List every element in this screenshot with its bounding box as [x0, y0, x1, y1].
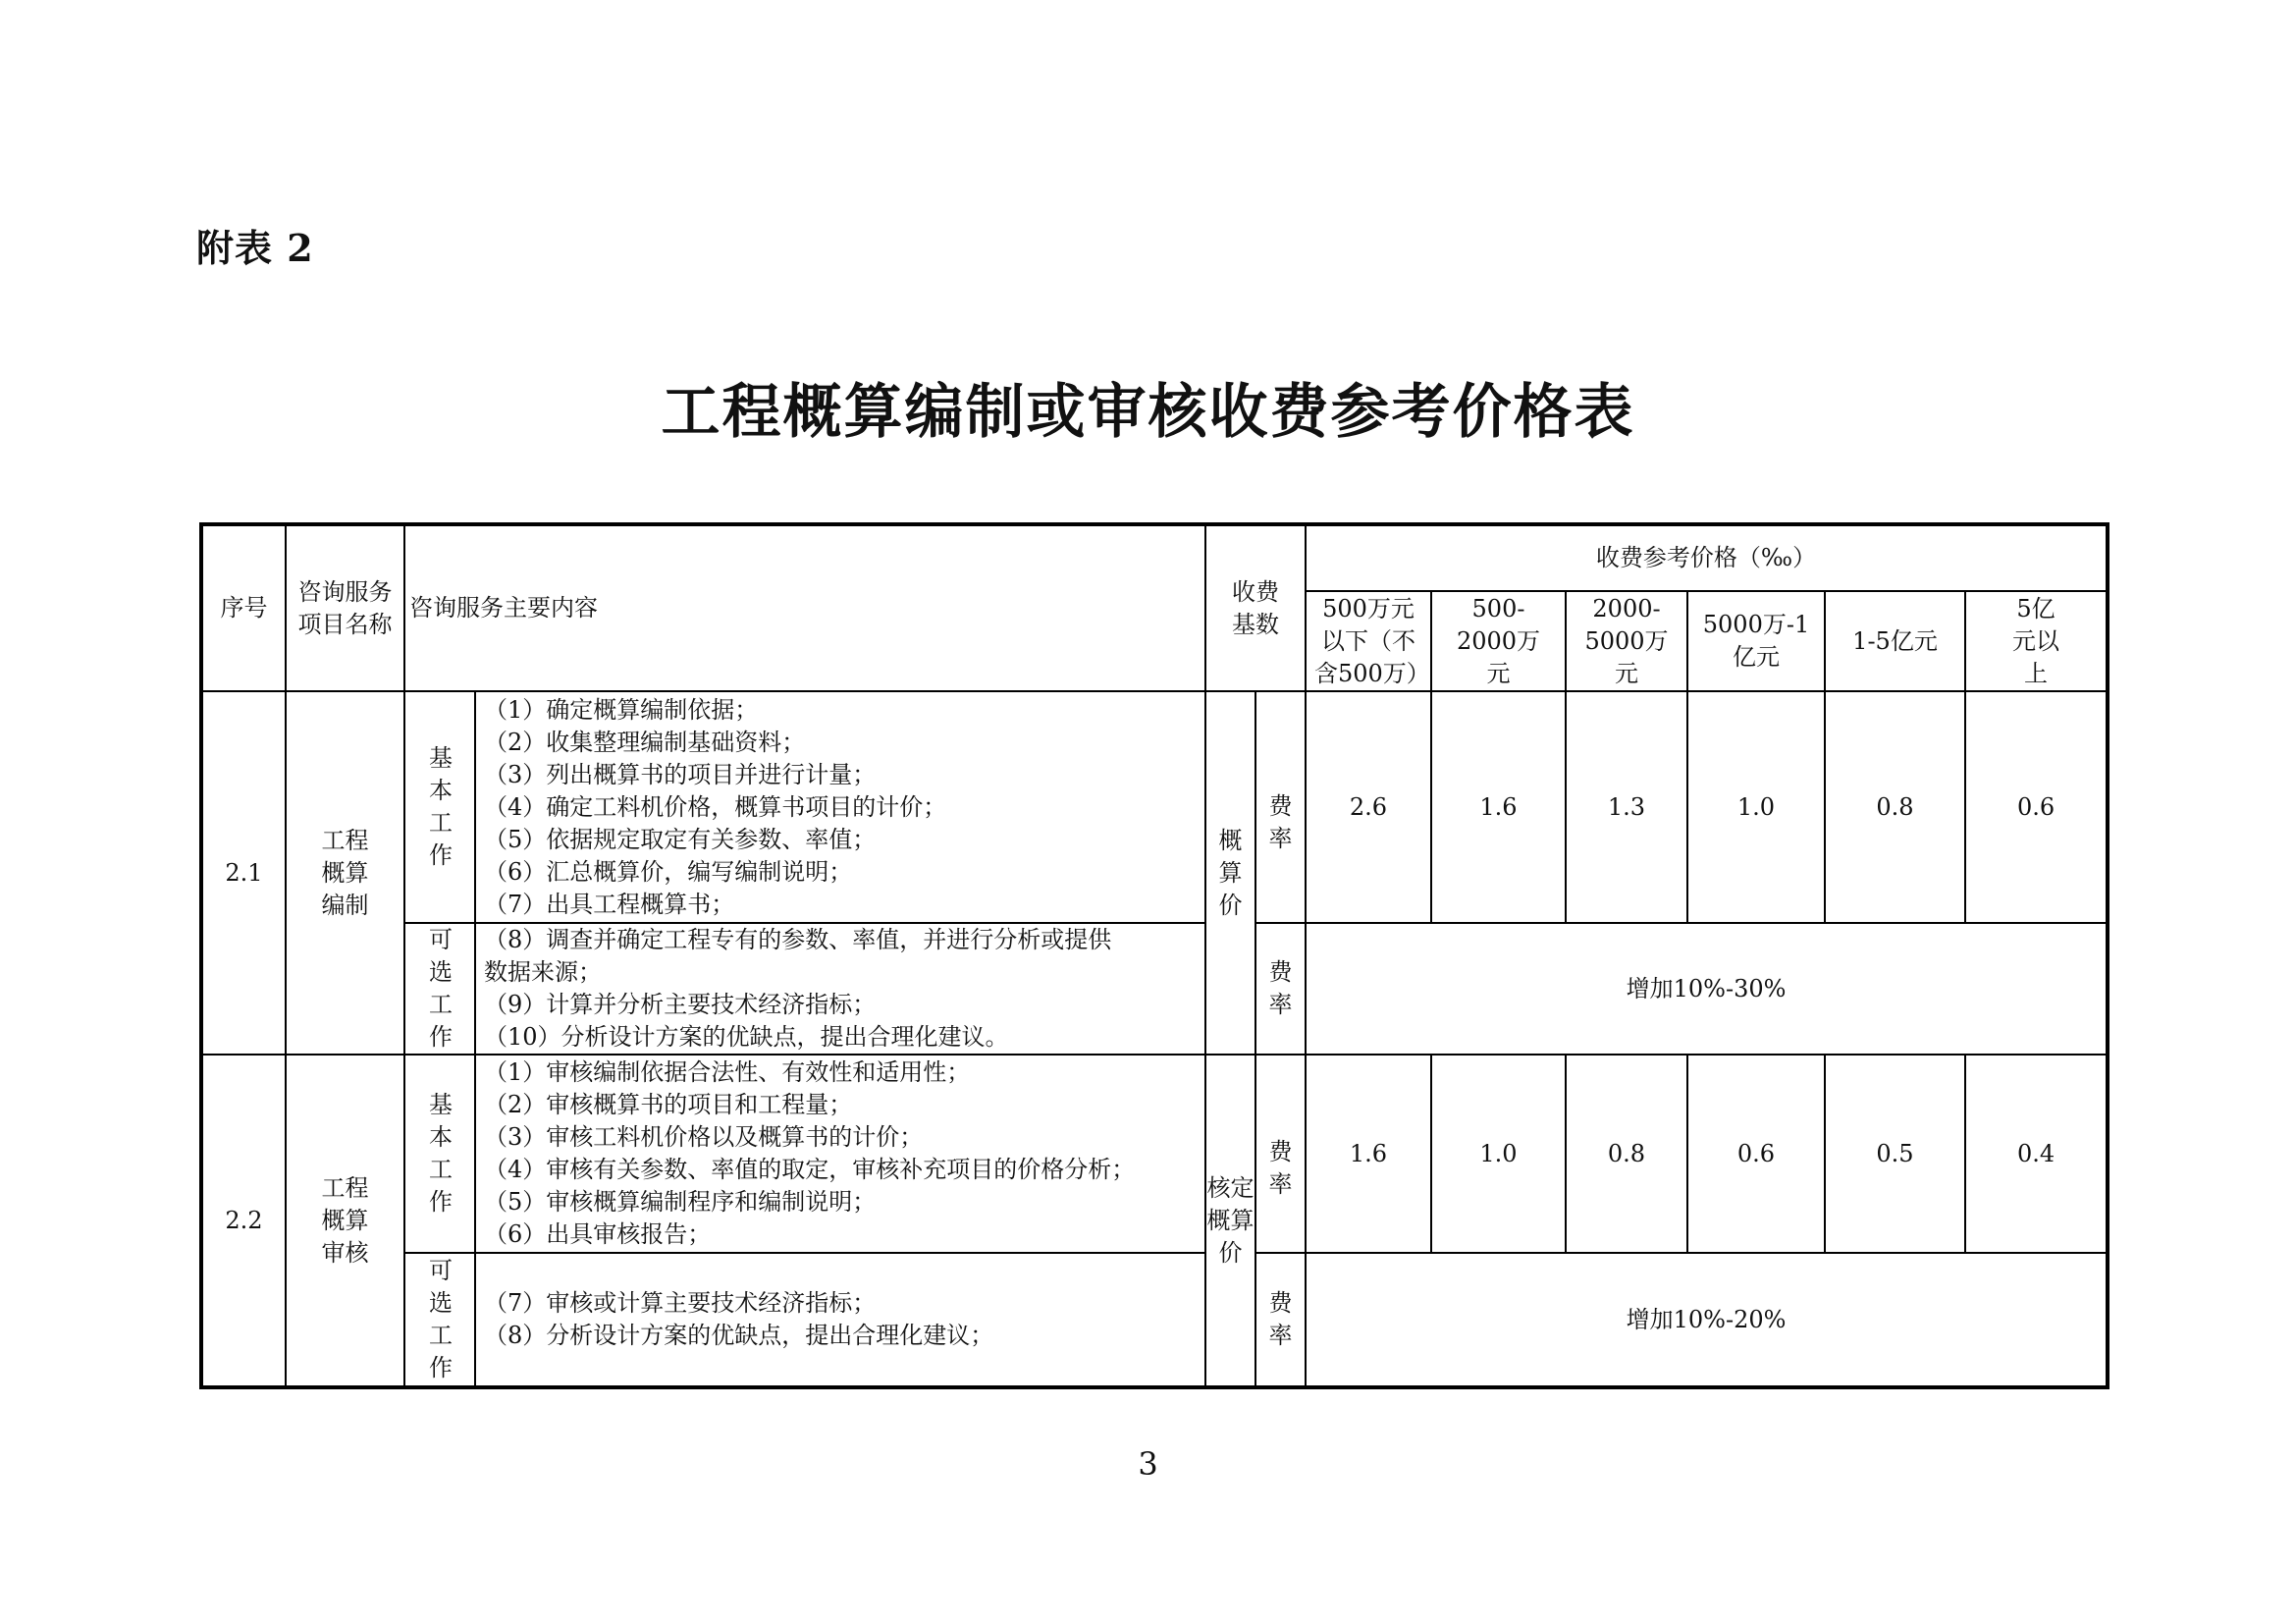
list-item: （4）确定工料机价格，概算书项目的计价；	[484, 792, 947, 821]
row-service-name: 工程概算审核	[286, 1055, 404, 1387]
row-service-name: 工程概算编制	[286, 691, 404, 1055]
list-item: （6）出具审核报告；	[484, 1220, 712, 1248]
header-tier-4: 5000万-1亿元	[1687, 591, 1825, 691]
list-item: （2）审核概算书的项目和工程量；	[484, 1091, 853, 1118]
row-seq: 2.2	[201, 1055, 286, 1387]
rate-label: 费率	[1255, 691, 1306, 923]
optional-work-label: 可选工作	[404, 923, 475, 1055]
table-row	[201, 691, 2108, 923]
list-item: （3）审核工料机价格以及概算书的计价；	[484, 1123, 924, 1151]
list-item: （7）出具工程概算书；	[484, 890, 735, 918]
page-title: 工程概算编制或审核收费参考价格表	[661, 378, 1635, 447]
header-service-name: 咨询服务项目名称	[286, 524, 404, 691]
rate-value: 1.6	[1431, 691, 1566, 923]
table-row	[201, 923, 2108, 1055]
list-item: （5）审核概算编制程序和编制说明；	[484, 1188, 877, 1216]
table-row	[201, 1253, 2108, 1387]
rate-value: 0.8	[1825, 691, 1965, 923]
list-item: （7）审核或计算主要技术经济指标；	[484, 1289, 877, 1317]
header-row-1	[201, 524, 2108, 591]
page-number: 3	[1138, 1445, 1158, 1483]
header-service-content: 咨询服务主要内容	[404, 524, 1205, 691]
basic-work-label: 基本工作	[404, 691, 475, 923]
rate-value: 0.6	[1965, 691, 2108, 923]
list-item: （2）收集整理编制基础资料；	[484, 728, 806, 756]
optional-work-content	[475, 1253, 1205, 1387]
rate-range: 增加10%-30%	[1306, 923, 2108, 1055]
rate-value: 0.5	[1825, 1055, 1965, 1253]
basic-work-content	[475, 691, 1205, 923]
basic-work-label: 基本工作	[404, 1055, 475, 1253]
rate-value: 2.6	[1306, 691, 1431, 923]
rate-range: 增加10%-20%	[1306, 1253, 2108, 1387]
rate-value: 1.0	[1431, 1055, 1566, 1253]
header-tier-2: 500-2000万元	[1431, 591, 1566, 691]
fee-base-value: 概算价	[1205, 691, 1255, 1055]
list-item: （1）确定概算编制依据；	[484, 695, 759, 724]
basic-work-content	[475, 1055, 1205, 1253]
rate-value: 0.6	[1687, 1055, 1825, 1253]
rate-value: 1.0	[1687, 691, 1825, 923]
optional-work-content	[475, 923, 1205, 1055]
rate-value: 0.8	[1566, 1055, 1687, 1253]
list-item: （3）列出概算书的项目并进行计量；	[484, 760, 877, 788]
optional-work-label: 可选工作	[404, 1253, 475, 1387]
list-item: （5）依据规定取定有关参数、率值；	[484, 825, 877, 853]
rate-label: 费率	[1255, 923, 1306, 1055]
list-item: （4）审核有关参数、率值的取定，审核补充项目的价格分析；	[484, 1156, 1136, 1183]
rate-label: 费率	[1255, 1055, 1306, 1253]
header-tier-5: 1-5亿元	[1825, 591, 1965, 691]
rate-label: 费率	[1255, 1253, 1306, 1387]
list-item: （8）分析设计方案的优缺点，提出合理化建议；	[484, 1322, 994, 1349]
list-item: （10）分析设计方案的优缺点，提出合理化建议。	[484, 1023, 1009, 1051]
list-item: （1）审核编制依据合法性、有效性和适用性；	[484, 1058, 971, 1086]
row-seq: 2.1	[201, 691, 286, 1055]
header-seq: 序号	[201, 524, 286, 691]
rate-value: 1.3	[1566, 691, 1687, 923]
annex-label: 附表 2	[196, 226, 314, 270]
header-fee-price-group: 收费参考价格（‰）	[1306, 524, 2108, 591]
list-item: （8）调查并确定工程专有的参数、率值，并进行分析或提供数据来源；	[484, 926, 1112, 986]
header-fee-base: 收费基数	[1205, 524, 1306, 691]
header-tier-1: 500万元以下（不含500万）	[1306, 591, 1431, 691]
rate-value: 0.4	[1965, 1055, 2108, 1253]
fee-table	[199, 522, 2109, 1389]
table-row	[201, 1055, 2108, 1253]
fee-base-value: 核定概算价	[1205, 1055, 1255, 1387]
rate-value: 1.6	[1306, 1055, 1431, 1253]
header-tier-3: 2000-5000万元	[1566, 591, 1687, 691]
list-item: （9）计算并分析主要技术经济指标；	[484, 991, 877, 1018]
list-item: （6）汇总概算价，编写编制说明；	[484, 857, 853, 886]
header-tier-6: 5亿元以上	[1965, 591, 2108, 691]
